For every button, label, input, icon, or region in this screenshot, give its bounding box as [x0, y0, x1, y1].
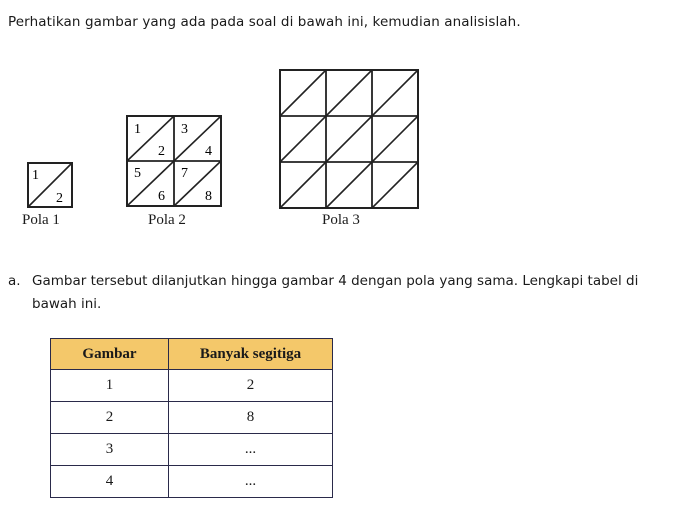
pattern-2-num-4: 4 [205, 144, 212, 159]
header-gambar: Gambar [51, 339, 169, 370]
pattern-3-figure [278, 68, 420, 210]
pattern-2-num-7: 7 [181, 166, 188, 181]
cell-gambar: 3 [51, 434, 169, 466]
cell-count: 2 [169, 370, 333, 402]
pattern-2-num-3: 3 [181, 122, 188, 137]
question-letter: a. [8, 273, 21, 289]
pattern-2-num-6: 6 [158, 189, 165, 204]
pattern-1-caption: Pola 1 [22, 212, 60, 228]
pattern-2-num-8: 8 [205, 189, 212, 204]
intro-text: Perhatikan gambar yang ada pada soal di bawah ini, kemudian analisislah. [8, 14, 521, 30]
triangle-count-table [50, 338, 333, 498]
pattern-1-num-2: 2 [56, 191, 63, 206]
cell-gambar: 4 [51, 466, 169, 498]
table-row [51, 402, 333, 434]
table-row [51, 370, 333, 402]
pattern-1-num-1: 1 [32, 168, 39, 183]
pattern-2-num-1: 1 [134, 122, 141, 137]
cell-gambar: 2 [51, 402, 169, 434]
cell-count: 8 [169, 402, 333, 434]
header-banyak-segitiga: Banyak segitiga [169, 339, 333, 370]
question-text: Gambar tersebut dilanjutkan hingga gambar 4 dengan pola yang sama. Lengkapi tabel di bawah ini. [32, 273, 639, 312]
pattern-2-num-5: 5 [134, 166, 141, 181]
question-a [8, 270, 668, 316]
pattern-1-figure [26, 161, 74, 209]
pattern-3-caption: Pola 3 [322, 212, 360, 228]
cell-count: ... [169, 434, 333, 466]
table-row [51, 466, 333, 498]
cell-gambar: 1 [51, 370, 169, 402]
table-row [51, 434, 333, 466]
cell-count: ... [169, 466, 333, 498]
pattern-2-caption: Pola 2 [148, 212, 186, 228]
pattern-2-figure [125, 114, 223, 208]
pattern-2-num-2: 2 [158, 144, 165, 159]
table-header-row [51, 339, 333, 370]
